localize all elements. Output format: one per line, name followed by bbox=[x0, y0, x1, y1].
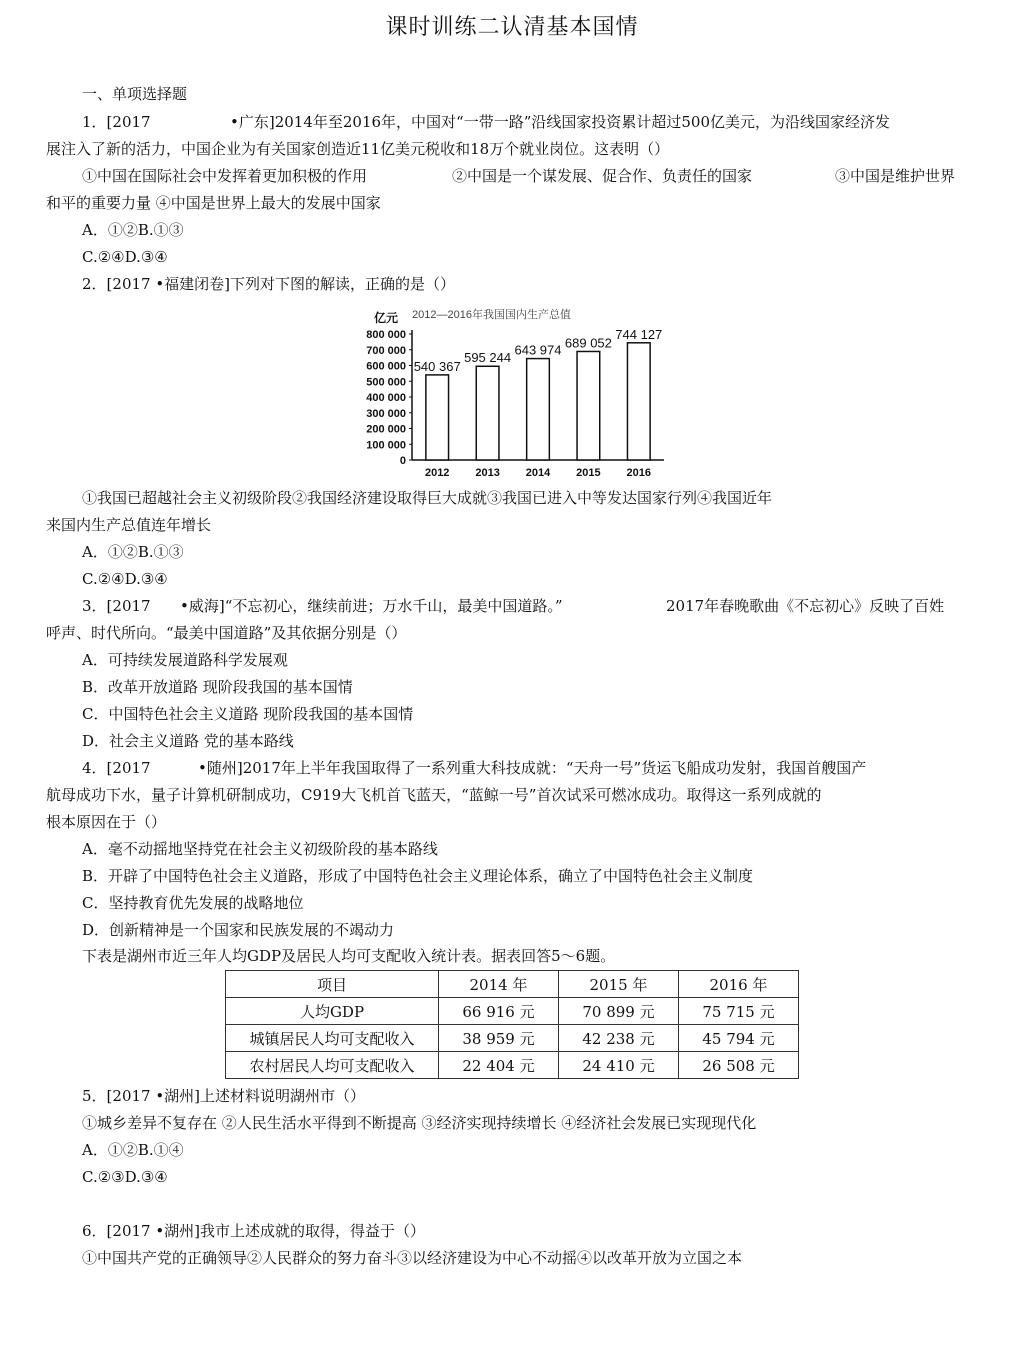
q4-stem-line3: 根本原因在于（） bbox=[46, 813, 167, 831]
y-tick-label: 500 000 bbox=[366, 376, 406, 389]
q6-stem: 6．[2017 •湖州]我市上述成就的取得，得益于（） bbox=[82, 1222, 426, 1240]
bar-value-label: 643 974 bbox=[514, 342, 562, 358]
bar-value-label: 689 052 bbox=[564, 335, 612, 351]
q5-answers-ab: A．①②B.①④ bbox=[82, 1141, 184, 1159]
x-tick-label: 2016 bbox=[626, 467, 652, 479]
y-tick-label: 300 000 bbox=[366, 407, 406, 420]
q4-option-c: C．坚持教育优先发展的战略地位 bbox=[82, 894, 304, 912]
q4-option-d: D．创新精神是一个国家和民族发展的不竭动力 bbox=[82, 921, 395, 939]
y-tick-label: 700 000 bbox=[366, 344, 406, 357]
q4-option-b: B．开辟了中国特色社会主义道路，形成了中国特色社会主义理论体系，确立了中国特色社会主义制度 bbox=[82, 867, 754, 885]
table-row bbox=[226, 998, 799, 1025]
table-cell: 城镇居民人均可支配收入 bbox=[226, 1025, 439, 1052]
q1-statement-2: ②中国是一个谋发展、促合作、负责任的国家 bbox=[452, 167, 753, 185]
table-cell: 75 715 元 bbox=[679, 998, 799, 1025]
q1-statement-1: ①中国在国际社会中发挥着更加积极的作用 bbox=[82, 167, 368, 185]
x-tick-label: 2012 bbox=[424, 467, 450, 479]
q3-option-c: C．中国特色社会主义道路 现阶段我国的基本国情 bbox=[82, 705, 414, 723]
y-tick-label: 100 000 bbox=[366, 439, 406, 452]
q1-statement-4: 和平的重要力量 ④中国是世界上最大的发展中国家 bbox=[46, 194, 381, 212]
y-tick-label: 800 000 bbox=[366, 329, 406, 341]
table-header-cell: 2014 年 bbox=[439, 971, 559, 998]
q2-stem: 2．[2017 •福建闭卷]下列对下图的解读，正确的是（） bbox=[82, 275, 456, 293]
bar-2012 bbox=[426, 375, 449, 460]
table-header-row bbox=[226, 971, 799, 998]
table-row bbox=[226, 1025, 799, 1052]
bar-2013 bbox=[476, 366, 499, 460]
q4-stem-line2: 航母成功下水，量子计算机研制成功，C919大飞机首飞蓝天，“蓝鲸一号”首次试采可燃冰成功。取得这一系列成就的 bbox=[46, 786, 822, 804]
table-cell: 66 916 元 bbox=[439, 998, 559, 1025]
table-cell: 42 238 元 bbox=[559, 1025, 679, 1052]
table-cell: 70 899 元 bbox=[559, 998, 679, 1025]
q2-statements-line1: ①我国已超越社会主义初级阶段②我国经济建设取得巨大成就③我国已进入中等发达国家行列④我国近年 bbox=[82, 489, 773, 507]
table-cell: 45 794 元 bbox=[679, 1025, 799, 1052]
bar-value-label: 595 244 bbox=[464, 350, 512, 366]
q6-statements: ①中国共产党的正确领导②人民群众的努力奋斗③以经济建设为中心不动摇④以改革开放为立国之本 bbox=[82, 1249, 743, 1267]
y-tick-label: 0 bbox=[399, 455, 406, 467]
q4-stem-line1: •随州]2017年上半年我国取得了一系列重大科技成就：“天舟一号”货运飞船成功发射，我国首艘国产 bbox=[198, 759, 867, 777]
page-title: 课时训练二认清基本国情 bbox=[385, 15, 639, 40]
bar-2016 bbox=[627, 343, 650, 460]
x-tick-label: 2015 bbox=[576, 467, 601, 479]
table-cell: 24 410 元 bbox=[559, 1052, 679, 1079]
q3-stem-line1-cont: 2017年春晚歌曲《不忘初心》反映了百姓 bbox=[666, 597, 945, 615]
table-header-cell: 项目 bbox=[226, 971, 439, 998]
table-header-cell: 2015 年 bbox=[559, 971, 679, 998]
y-tick-label: 200 000 bbox=[366, 423, 406, 436]
q3-option-b: B．改革开放道路 现阶段我国的基本国情 bbox=[82, 678, 353, 696]
y-tick-label: 600 000 bbox=[366, 360, 406, 373]
section-heading: 一、单项选择题 bbox=[82, 85, 188, 103]
table-cell: 人均GDP bbox=[226, 998, 439, 1025]
x-tick-labels bbox=[425, 467, 651, 479]
q1-stem-line2: 展注入了新的活力，中国企业为有关国家创造近11亿美元税收和18万个就业岗位。这表明（） bbox=[46, 140, 670, 158]
q4-option-a: A．毫不动摇地坚持党在社会主义初级阶段的基本路线 bbox=[82, 840, 438, 858]
x-tick-label: 2014 bbox=[525, 467, 551, 479]
q2-answers-ab: A．①②B.①③ bbox=[82, 543, 184, 561]
chart-title: 2012—2016年我国国内生产总值 bbox=[412, 309, 571, 321]
y-axis-unit: 亿元 bbox=[374, 311, 399, 325]
q3-option-a: A．可持续发展道路科学发展观 bbox=[82, 651, 288, 669]
q1-answers-ab: A．①②B.①③ bbox=[82, 221, 184, 239]
q1-stem-line1: •广东]2014年至2016年，中国对“一带一路”沿线国家投资累计超过500亿美元，为沿线国家经济发 bbox=[230, 113, 891, 131]
bar-2015 bbox=[577, 351, 600, 460]
bar-2014 bbox=[527, 359, 550, 460]
bar-value-label: 744 127 bbox=[615, 326, 663, 342]
q3-stem-line2: 呼声、时代所向。“最美中国道路”及其依据分别是（） bbox=[46, 624, 407, 642]
q2-answers-cd: C.②④D.③④ bbox=[82, 570, 168, 588]
income-stats-table bbox=[225, 970, 799, 1079]
y-tick-labels bbox=[366, 329, 412, 467]
q5-answers-cd: C.②③D.③④ bbox=[82, 1168, 168, 1186]
y-tick-label: 400 000 bbox=[366, 392, 406, 404]
bar-value-label: 540 367 bbox=[413, 358, 461, 374]
q4-number: 4．[2017 bbox=[82, 759, 151, 777]
x-tick-label: 2013 bbox=[475, 467, 500, 479]
table-row bbox=[226, 1052, 799, 1079]
table-cell: 38 959 元 bbox=[439, 1025, 559, 1052]
q3-option-d: D．社会主义道路 党的基本路线 bbox=[82, 732, 294, 750]
q3-number: 3．[2017 bbox=[82, 597, 151, 615]
q1-number: 1．[2017 bbox=[82, 113, 151, 131]
q3-stem-line1: •威海]“不忘初心，继续前进；万水千山，最美中国道路。” bbox=[180, 597, 563, 615]
table-header-cell: 2016 年 bbox=[679, 971, 799, 998]
table-cell: 26 508 元 bbox=[679, 1052, 799, 1079]
q1-answers-cd: C.②④D.③④ bbox=[82, 248, 168, 266]
table-cell: 22 404 元 bbox=[439, 1052, 559, 1079]
gdp-bar-chart bbox=[352, 306, 672, 486]
table-intro: 下表是湖州市近三年人均GDP及居民人均可支配收入统计表。据表回答5～6题。 bbox=[82, 947, 616, 965]
q2-statements-line2: 来国内生产总值连年增长 bbox=[46, 516, 212, 534]
q1-statement-3: ③中国是维护世界 bbox=[835, 167, 956, 185]
table-cell: 农村居民人均可支配收入 bbox=[226, 1052, 439, 1079]
q5-statements: ①城乡差异不复存在 ②人民生活水平得到不断提高 ③经济实现持续增长 ④经济社会发展已实现现代化 bbox=[82, 1114, 757, 1132]
q5-stem: 5．[2017 •湖州]上述材料说明湖州市（） bbox=[82, 1087, 366, 1105]
